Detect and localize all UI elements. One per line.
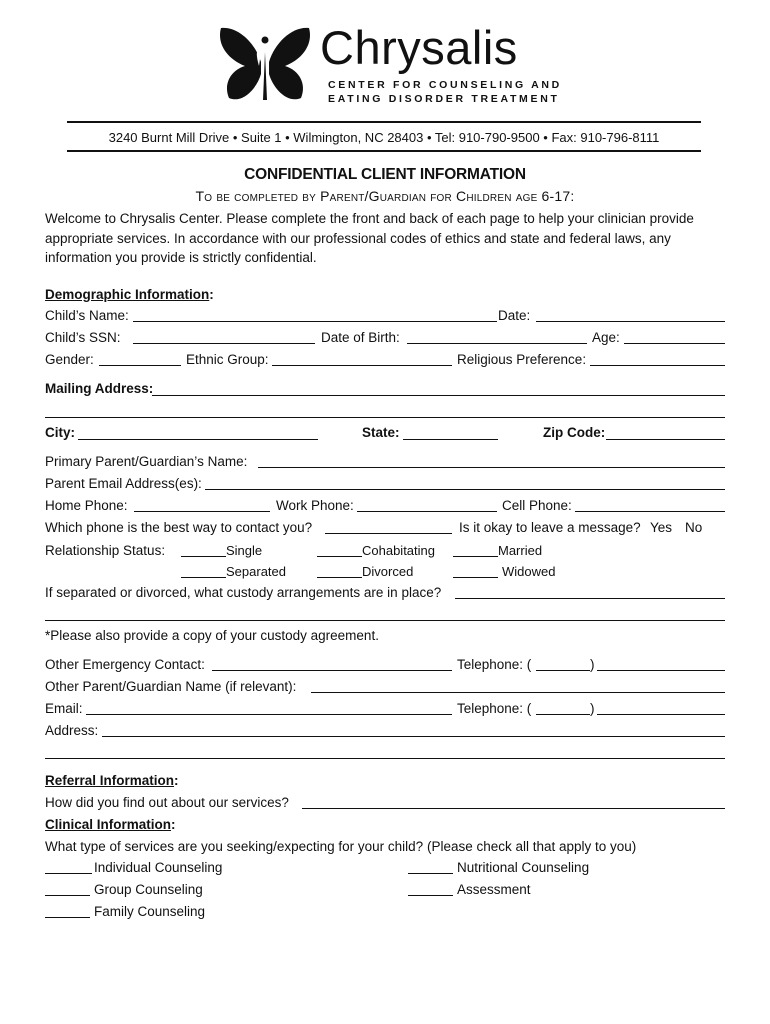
custody-field[interactable] [455,598,725,599]
mailing-address-field[interactable] [152,395,725,396]
status-option-divorced: Divorced [362,564,414,579]
city-field[interactable] [78,439,318,440]
label-home-phone: Home Phone: [45,498,128,513]
parent-email-field[interactable] [205,489,725,490]
label-telephone: Telephone: ( [457,701,532,716]
mailing-address-field-2[interactable] [45,417,725,418]
label-date-of-birth: Date of Birth: [321,330,400,345]
label-other-parent: Other Parent/Guardian Name (if relevant): [45,679,297,694]
zip-code-field[interactable] [606,439,725,440]
label-gender: Gender: [45,352,94,367]
label-email: Email: [45,701,83,716]
other-telephone-field[interactable] [597,714,725,715]
butterfly-icon [215,22,315,107]
group-counseling-checkline[interactable] [45,895,90,896]
label-referral-question: How did you find out about our services? [45,795,289,810]
individual-counseling-checkline[interactable] [45,873,92,874]
work-phone-field[interactable] [357,511,497,512]
leave-message-yes-option[interactable]: Yes [650,520,673,535]
ethnic-group-field[interactable] [272,365,452,366]
label-mailing-address: Mailing Address: [45,381,154,396]
state-field[interactable] [403,439,498,440]
cell-phone-field[interactable] [575,511,725,512]
childs-name-field[interactable] [133,321,497,322]
label-address: Address: [45,723,99,738]
gender-field[interactable] [99,365,181,366]
label-state: State: [362,425,400,440]
date-of-birth-field[interactable] [407,343,587,344]
primary-parent-field[interactable] [258,467,725,468]
section-heading-demographic: Demographic Information: [45,287,214,302]
brand-tagline: CENTER FOR COUNSELING AND [328,79,562,91]
label-city: City: [45,425,75,440]
label-other-emergency: Other Emergency Contact: [45,657,205,672]
service-nutritional-counseling: Nutritional Counseling [457,860,590,875]
best-phone-field[interactable] [325,533,452,534]
label-age: Age: [592,330,620,345]
header-rule [67,150,701,152]
separated-checkline[interactable] [181,577,226,578]
childs-ssn-field[interactable] [133,343,315,344]
form-subtitle: To be completed by Parent/Guardian for Children age 6-17: [195,188,575,204]
home-phone-field[interactable] [134,511,270,512]
label-telephone: Telephone: ( [457,657,532,672]
brand-tagline: EATING DISORDER TREATMENT [328,93,560,105]
contact-address: 3240 Burnt Mill Drive • Suite 1 • Wilmington, NC 28403 • Tel: 910-790-9500 • Fax: 910-796-8111 [108,130,660,145]
emergency-contact-field[interactable] [212,670,452,671]
section-heading-referral: Referral Information: [45,773,179,788]
single-checkline[interactable] [181,556,226,557]
religious-preference-field[interactable] [590,365,725,366]
label-parent-email: Parent Email Address(es): [45,476,202,491]
address-field[interactable] [102,736,725,737]
label-ethnic-group: Ethnic Group: [186,352,269,367]
header-rule [67,121,701,123]
leave-message-no-option[interactable]: No [685,520,703,535]
status-option-separated: Separated [226,564,286,579]
family-counseling-checkline[interactable] [45,917,90,918]
label-childs-ssn: Child’s SSN: [45,330,121,345]
intro-paragraph: Welcome to Chrysalis Center. Please complete the front and back of each page to help your clinician provide appropriate services. In accordance with our professional codes of ethics and state and federal laws, any information you provide is strictly confidential. [45,211,694,265]
brand-name: Chrysalis [320,21,518,74]
referral-field[interactable] [302,808,725,809]
label-zip-code: Zip Code: [543,425,606,440]
label-relationship-status: Relationship Status: [45,543,166,558]
other-parent-field[interactable] [311,692,725,693]
label-work-phone: Work Phone: [276,498,354,513]
label-date: Date: [498,308,531,323]
assessment-checkline[interactable] [408,895,453,896]
widowed-checkline[interactable] [453,577,498,578]
emergency-area-code-field[interactable] [536,670,590,671]
section-heading-clinical: Clinical Information: [45,817,176,832]
custody-note: *Please also provide a copy of your custody agreement. [45,628,379,643]
label-custody-question: If separated or divorced, what custody arrangements are in place? [45,585,442,600]
label-leave-message: Is it okay to leave a message? [459,520,641,535]
label-childs-name: Child’s Name: [45,308,129,323]
age-field[interactable] [624,343,725,344]
address-field-2[interactable] [45,758,725,759]
married-checkline[interactable] [453,556,498,557]
cohabitating-checkline[interactable] [317,556,362,557]
other-area-code-field[interactable] [536,714,590,715]
status-option-single: Single [226,543,263,558]
paren-close: ) [590,701,595,716]
emergency-telephone-field[interactable] [597,670,725,671]
label-cell-phone: Cell Phone: [502,498,572,513]
date-field[interactable] [536,321,725,322]
paren-close: ) [590,657,595,672]
service-individual-counseling: Individual Counseling [94,860,223,875]
email-field[interactable] [86,714,452,715]
label-best-phone: Which phone is the best way to contact you? [45,520,313,535]
service-group-counseling: Group Counseling [94,882,203,897]
label-clinical-question: What type of services are you seeking/expecting for your child? (Please check all that apply to you) [45,839,637,854]
form-title: CONFIDENTIAL CLIENT INFORMATION [244,166,526,183]
nutritional-counseling-checkline[interactable] [408,873,453,874]
divorced-checkline[interactable] [317,577,362,578]
custody-field-2[interactable] [45,620,725,621]
service-assessment: Assessment [457,882,531,897]
status-option-cohabitating: Cohabitating [362,543,435,558]
service-family-counseling: Family Counseling [94,904,206,919]
status-option-married: Married [498,543,543,558]
label-primary-parent: Primary Parent/Guardian’s Name: [45,454,248,469]
label-religious-preference: Religious Preference: [457,352,587,367]
status-option-widowed: Widowed [502,564,556,579]
